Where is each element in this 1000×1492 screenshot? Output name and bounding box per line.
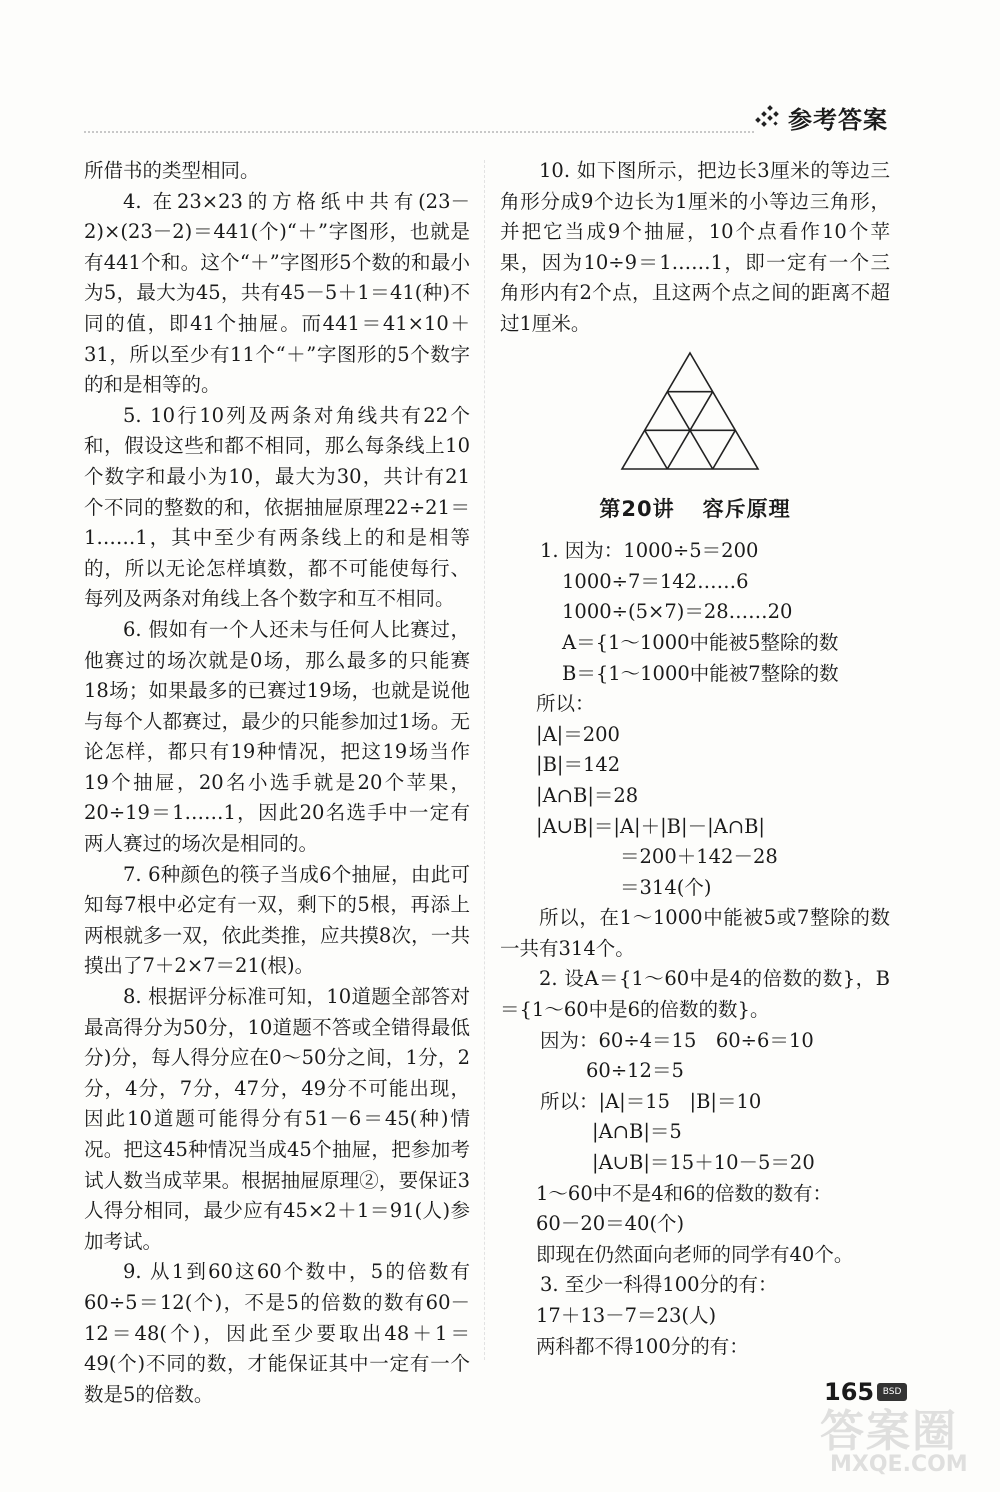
page-header (754, 100, 888, 135)
answer-1-line: ＝200＋142－28 (620, 845, 778, 869)
answer-2-line: 1～60中不是4和6的倍数的数有： (536, 1181, 833, 1205)
answer-1-line: |A∩B|＝28 (536, 783, 639, 807)
header-rule (84, 131, 754, 133)
answer-2-line: 60÷12＝5 (586, 1059, 684, 1083)
answer-2-line: |A∩B|＝5 (592, 1120, 682, 1144)
answer-2-line: 所以：|A|＝15 |B|＝10 (540, 1089, 762, 1113)
answer-2-line: 因为：60÷4＝15 60÷6＝10 (540, 1028, 814, 1052)
page-number: 165 (824, 1378, 875, 1406)
answer-1-line: B＝{1～1000中能被7整除的数 (562, 661, 839, 685)
right-column (500, 156, 890, 1362)
answer-2-line: 2. 设A＝{1～60中是4的倍数的数}，B＝{1～60中是6的倍数的数}。 (500, 967, 890, 1022)
answer-1-line: 所以： (536, 692, 595, 716)
column-divider (484, 160, 485, 1360)
watermark (820, 1406, 968, 1477)
left-column (84, 156, 470, 1410)
answer-1-conclusion: 所以，在1～1000中能被5或7整除的数一共有314个。 (500, 906, 890, 960)
answer-10: 10. 如下图所示，把边长3厘米的等边三角形分成9个边长为1厘米的小等边三角形，并把它当成9个抽屉，10个点看作10个苹果，因为10÷9＝1……1，即一定有一个三角形内有2个点，且这两个点之间的距离不超过1厘米。 (500, 159, 890, 335)
sparkle-icon (754, 104, 782, 132)
answer-3-line: 3. 至少一科得100分的有： (540, 1273, 778, 1297)
watermark-line1: 答案圈 (820, 1406, 958, 1457)
watermark-line2: MXQE.COM (830, 1452, 968, 1477)
answer-1-line: A＝{1～1000中能被5整除的数 (562, 630, 839, 654)
answer-2-line: 即现在仍然面向老师的同学有40个。 (536, 1242, 854, 1266)
page-number-block (824, 1378, 907, 1406)
answer-6: 6. 假如有一个人还未与任何人比赛过，他赛过的场次就是0场，那么最多的只能赛18场；如果最多的已赛过19场，也就是说他与每个人都赛过，最少的只能参加过1场。无论怎样，都只有19种情况，把这19场当作19个抽屉，20名小选手就是20个苹果，20÷19＝1……1，因此20名选手中一定有两人赛过的场次是相同的。 (84, 617, 470, 856)
answer-1-line: 1. 因为：1000÷5＝200 (540, 539, 759, 563)
section-number: 第20讲 (599, 496, 675, 521)
answer-9: 9. 从1到60这60个数中，5的倍数有60÷5＝12(个)，不是5的倍数的数有60－12＝48(个)，因此至少要取出48＋1＝49(个)不同的数，才能保证其中一定有一个数是5的倍数。 (84, 1260, 470, 1406)
answer-1-line: 1000÷7＝142……6 (562, 569, 749, 593)
answer-4: 4. 在23×23的方格纸中共有(23－2)×(23－2)＝441(个)“＋”字图形，也就是有441个和。这个“＋”字图形5个数的和最小为5，最大为45，共有45－5＋1＝41(种)不同的值，即41个抽屉。而441＝41×10＋31，所以至少有11个“＋”字图形的5个数字的和是相等的。 (84, 189, 470, 397)
header-title: 参考答案 (788, 106, 888, 134)
triangle-figure (618, 350, 762, 472)
publisher-badge: BSD (877, 1383, 907, 1401)
section-title (500, 494, 890, 525)
answer-1-line: 1000÷(5×7)＝28……20 (562, 600, 793, 624)
answer-3-line: 17＋13－7＝23(人) (536, 1304, 717, 1327)
answer-5: 5. 10行10列及两条对角线共有22个和，假设这些和都不相同，那么每条线上10个数字和最小为10，最大为30，共计有21个不同的整数的和，依据抽屉原理22÷21＝1……1，其中至少有两条线上的和是相等的，所以无论怎样填数，都不可能使每行、每列及两条对角线上各个数字和互不相同。 (84, 403, 470, 611)
answer-2-line: 60－20＝40(个) (536, 1212, 685, 1236)
answer-1-line: ＝314(个) (620, 875, 712, 899)
answer-8: 8. 根据评分标准可知，10道题全部答对最高得分为50分，10道题不答或全错得最低分)分，每人得分应在0～50分之间，1分，2分，4分，7分，47分，49分不可能出现，因此10道题可能得分有51－6＝45(种)情况。把这45种情况当成45个抽屉，把参加考试人数当成苹果。根据抽屉原理②，要保证3人得分相同，最少应有45×2＋1＝91(人)参加考试。 (84, 985, 470, 1253)
answer-1-line: |A∪B|＝|A|＋|B|－|A∩B| (536, 814, 765, 838)
answer-2-line: |A∪B|＝15＋10－5＝20 (592, 1151, 815, 1175)
section-name: 容斥原理 (702, 496, 791, 521)
answer-1-line: |B|＝142 (536, 753, 621, 777)
answer-7: 7. 6种颜色的筷子当成6个抽屉，由此可知每7根中必定有一双，剩下的5根，再添上两根就多一双，依此类推，应共摸8次，一共摸出了7＋2×7＝21(根)。 (84, 862, 470, 978)
answer-3-continued: 所借书的类型相同。 (84, 159, 260, 182)
answer-3-line: 两科都不得100分的有： (536, 1334, 749, 1358)
answer-1-line: |A|＝200 (536, 722, 620, 746)
